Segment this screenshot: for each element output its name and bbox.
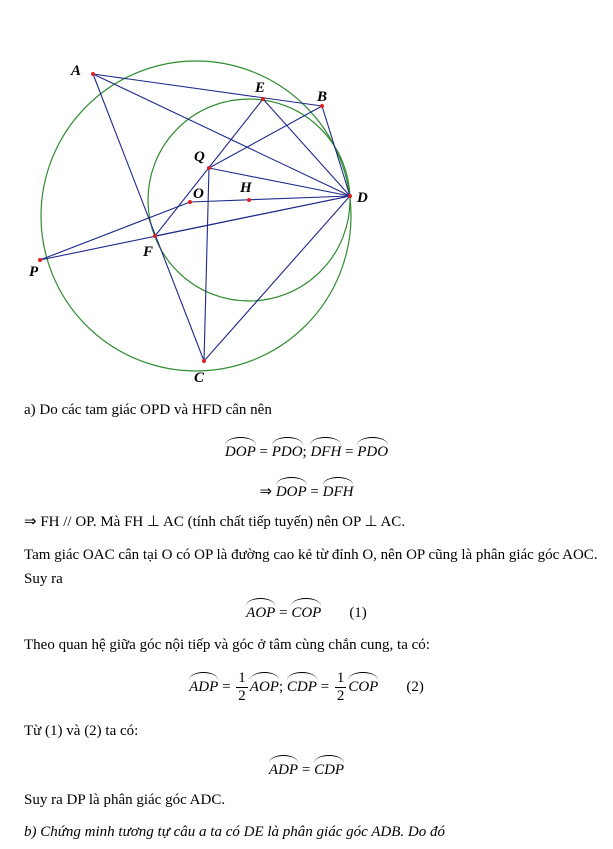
angle-cdp: CDP xyxy=(314,755,344,781)
angle-cop: COP xyxy=(348,672,378,698)
equals: = xyxy=(298,762,315,778)
point-P xyxy=(38,258,42,262)
point-F xyxy=(153,234,157,238)
label-B: B xyxy=(317,89,328,105)
outer-circle xyxy=(41,61,351,371)
label-O: O xyxy=(193,186,204,202)
equals: = xyxy=(306,484,323,500)
angle-cdp: CDP xyxy=(287,672,317,698)
equation-tag-2: (2) xyxy=(406,678,424,695)
point-E xyxy=(261,97,265,101)
label-A: A xyxy=(71,63,82,79)
equals: = xyxy=(341,444,358,460)
label-F: F xyxy=(143,244,154,260)
formula-4 xyxy=(0,670,613,705)
equals: = xyxy=(316,678,333,695)
equation-tag-1: (1) xyxy=(349,605,367,621)
segment-CD xyxy=(204,196,350,361)
label-C: C xyxy=(194,370,205,386)
geometry-figure xyxy=(0,0,613,395)
angle-aop: AOP xyxy=(250,672,279,698)
label-D: D xyxy=(357,190,368,206)
point-D xyxy=(348,194,352,198)
angle-cop: COP xyxy=(291,598,321,624)
angle-dfh: DFH xyxy=(323,477,354,503)
separator: ; xyxy=(278,678,287,695)
paragraph-b-intro: b) Chứng minh tương tự câu a ta có DE là phân giác góc ADB. Do đó xyxy=(24,824,445,840)
equals: = xyxy=(275,605,292,621)
segment-BD xyxy=(322,106,350,196)
label-H: H xyxy=(240,180,252,196)
paragraph-fh-parallel: ⇒ FH // OP. Mà FH ⊥ AC (tính chất tiếp tuyến) nên OP ⊥ AC. xyxy=(24,514,406,530)
angle-adp: ADP xyxy=(269,755,298,781)
paragraph-conclusion-a: Suy ra DP là phân giác góc ADC. xyxy=(24,792,226,808)
point-Q xyxy=(207,166,211,170)
separator: ; xyxy=(302,444,311,460)
segment-PO xyxy=(40,202,190,260)
equals: = xyxy=(218,678,235,695)
formula-2 xyxy=(0,477,613,503)
point-O xyxy=(188,200,192,204)
angle-aop: AOP xyxy=(246,598,275,624)
angle-dop: DOP xyxy=(225,437,256,463)
paragraph-a-intro: a) Do các tam giác OPD và HFD cân nên xyxy=(24,402,272,418)
formula-5 xyxy=(0,755,613,781)
point-C xyxy=(202,359,206,363)
point-H xyxy=(247,198,251,202)
angle-pdo: PDO xyxy=(357,437,388,463)
label-P: P xyxy=(29,264,39,280)
angle-pdo: PDO xyxy=(272,437,303,463)
angle-adp: ADP xyxy=(189,672,218,698)
paragraph-inscribed-angle: Theo quan hệ giữa góc nội tiếp và góc ở tâm cùng chắn cung, ta có: xyxy=(24,637,430,653)
equals: = xyxy=(255,444,272,460)
formula-1 xyxy=(0,437,613,463)
formula-3 xyxy=(0,598,613,624)
fraction-half: $\frac{1}{2}$ xyxy=(336,670,345,704)
angle-dfh: DFH xyxy=(310,437,341,463)
paragraph-oac-isosceles: Tam giác OAC cân tại O có OP là đường cao kẻ từ đỉnh O, nên OP cũng là phân giác góc AOC. Suy ra xyxy=(24,547,598,587)
fraction-half: $\frac{1}{2}$ xyxy=(238,670,246,704)
angle-dop: DOP xyxy=(276,477,307,503)
segment-FD xyxy=(155,196,350,236)
label-E: E xyxy=(255,80,266,96)
paragraph-from-1-2: Từ (1) và (2) ta có: xyxy=(24,723,139,739)
implies-arrow: ⇒ xyxy=(259,484,276,500)
point-A xyxy=(91,72,95,76)
segment-QC xyxy=(204,168,209,361)
label-Q: Q xyxy=(194,149,205,165)
